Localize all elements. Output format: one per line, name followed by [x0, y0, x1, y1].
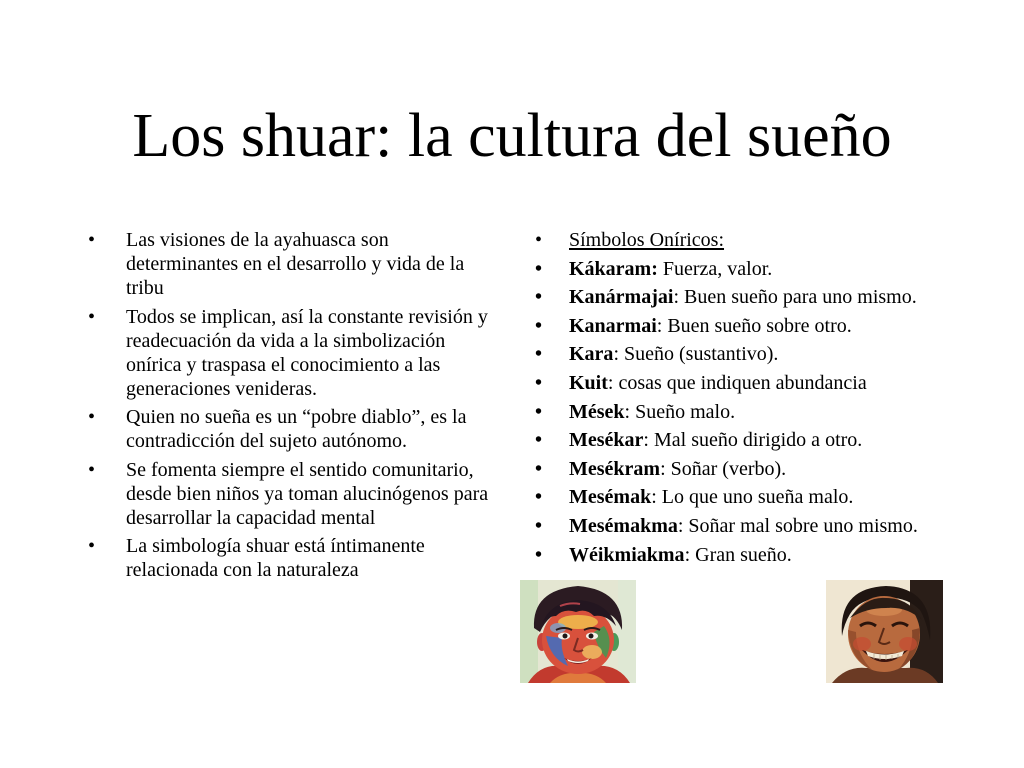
left-bullet-item [88, 228, 496, 300]
symbol-definition: : Sueño malo. [624, 400, 736, 423]
symbol-item [535, 371, 995, 395]
symbol-term: Kákaram: [569, 257, 658, 280]
symbol-item [535, 543, 995, 567]
woman-portrait-image [826, 580, 943, 683]
symbol-definition: : Soñar mal sobre uno mismo. [677, 514, 918, 537]
symbol-item [535, 428, 995, 452]
symbol-term: Mesémakma [569, 514, 678, 537]
symbol-definition: : Lo que uno sueña malo. [651, 486, 854, 509]
symbol-term: Mések [569, 400, 625, 423]
symbol-definition: : Mal sueño dirigido a otro. [643, 429, 863, 452]
symbol-item [535, 342, 995, 366]
symbol-item [535, 457, 995, 481]
left-bullet-list [88, 228, 496, 587]
left-bullet-text: Quien no sueña es un “pobre diablo”, es la contradicción del sujeto autónomo. [126, 406, 467, 452]
symbol-item [535, 514, 995, 538]
symbols-heading: Símbolos Oníricos: [569, 229, 725, 251]
symbols-heading-item [535, 228, 995, 252]
symbol-item [535, 400, 995, 424]
left-bullet-text: Las visiones de la ayahuasca son determinantes en el desarrollo y vida de la tribu [126, 229, 465, 299]
left-bullet-item [88, 458, 496, 530]
left-bullet-text: Se fomenta siempre el sentido comunitario, desde bien niños ya toman alucinógenos para desarrollar la capacidad mental [126, 458, 489, 529]
left-bullet-text: La simbología shuar está íntimanente relacionada con la naturaleza [126, 535, 425, 581]
dream-symbols-list [535, 228, 995, 571]
slide-title: Los shuar: la cultura del sueño [132, 102, 892, 170]
symbol-definition: : Soñar (verbo). [660, 457, 787, 480]
symbol-definition: : cosas que indiquen abundancia [607, 371, 867, 394]
symbol-term: Mesékar [569, 429, 644, 452]
symbol-term: Mesémak [569, 486, 652, 509]
symbol-definition: : Buen sueño sobre otro. [656, 314, 852, 337]
symbol-term: Wéikmiakma [569, 543, 685, 566]
left-bullet-item [88, 534, 496, 582]
symbol-term: Kanármajai [569, 286, 674, 309]
left-bullet-text: Todos se implican, así la constante revisión y readecuación da vida a la simbolización onírica y traspasa el conocimiento a las generaciones venideras. [126, 305, 488, 400]
symbol-item [535, 485, 995, 509]
symbol-term: Kara [569, 343, 614, 366]
symbol-item [535, 314, 995, 338]
left-bullet-item [88, 305, 496, 401]
symbol-definition: : Sueño (sustantivo). [613, 343, 779, 366]
symbol-item [535, 257, 995, 281]
symbol-term: Mesékram [569, 457, 661, 480]
left-bullet-item [88, 405, 496, 453]
symbol-definition: Fuerza, valor. [657, 257, 773, 280]
symbol-item [535, 285, 995, 309]
symbol-term: Kuit [569, 371, 608, 394]
symbol-definition: : Gran sueño. [684, 543, 792, 566]
symbol-term: Kanarmai [569, 314, 657, 337]
symbol-definition: : Buen sueño para uno mismo. [673, 286, 917, 309]
child-portrait-image [520, 580, 636, 683]
